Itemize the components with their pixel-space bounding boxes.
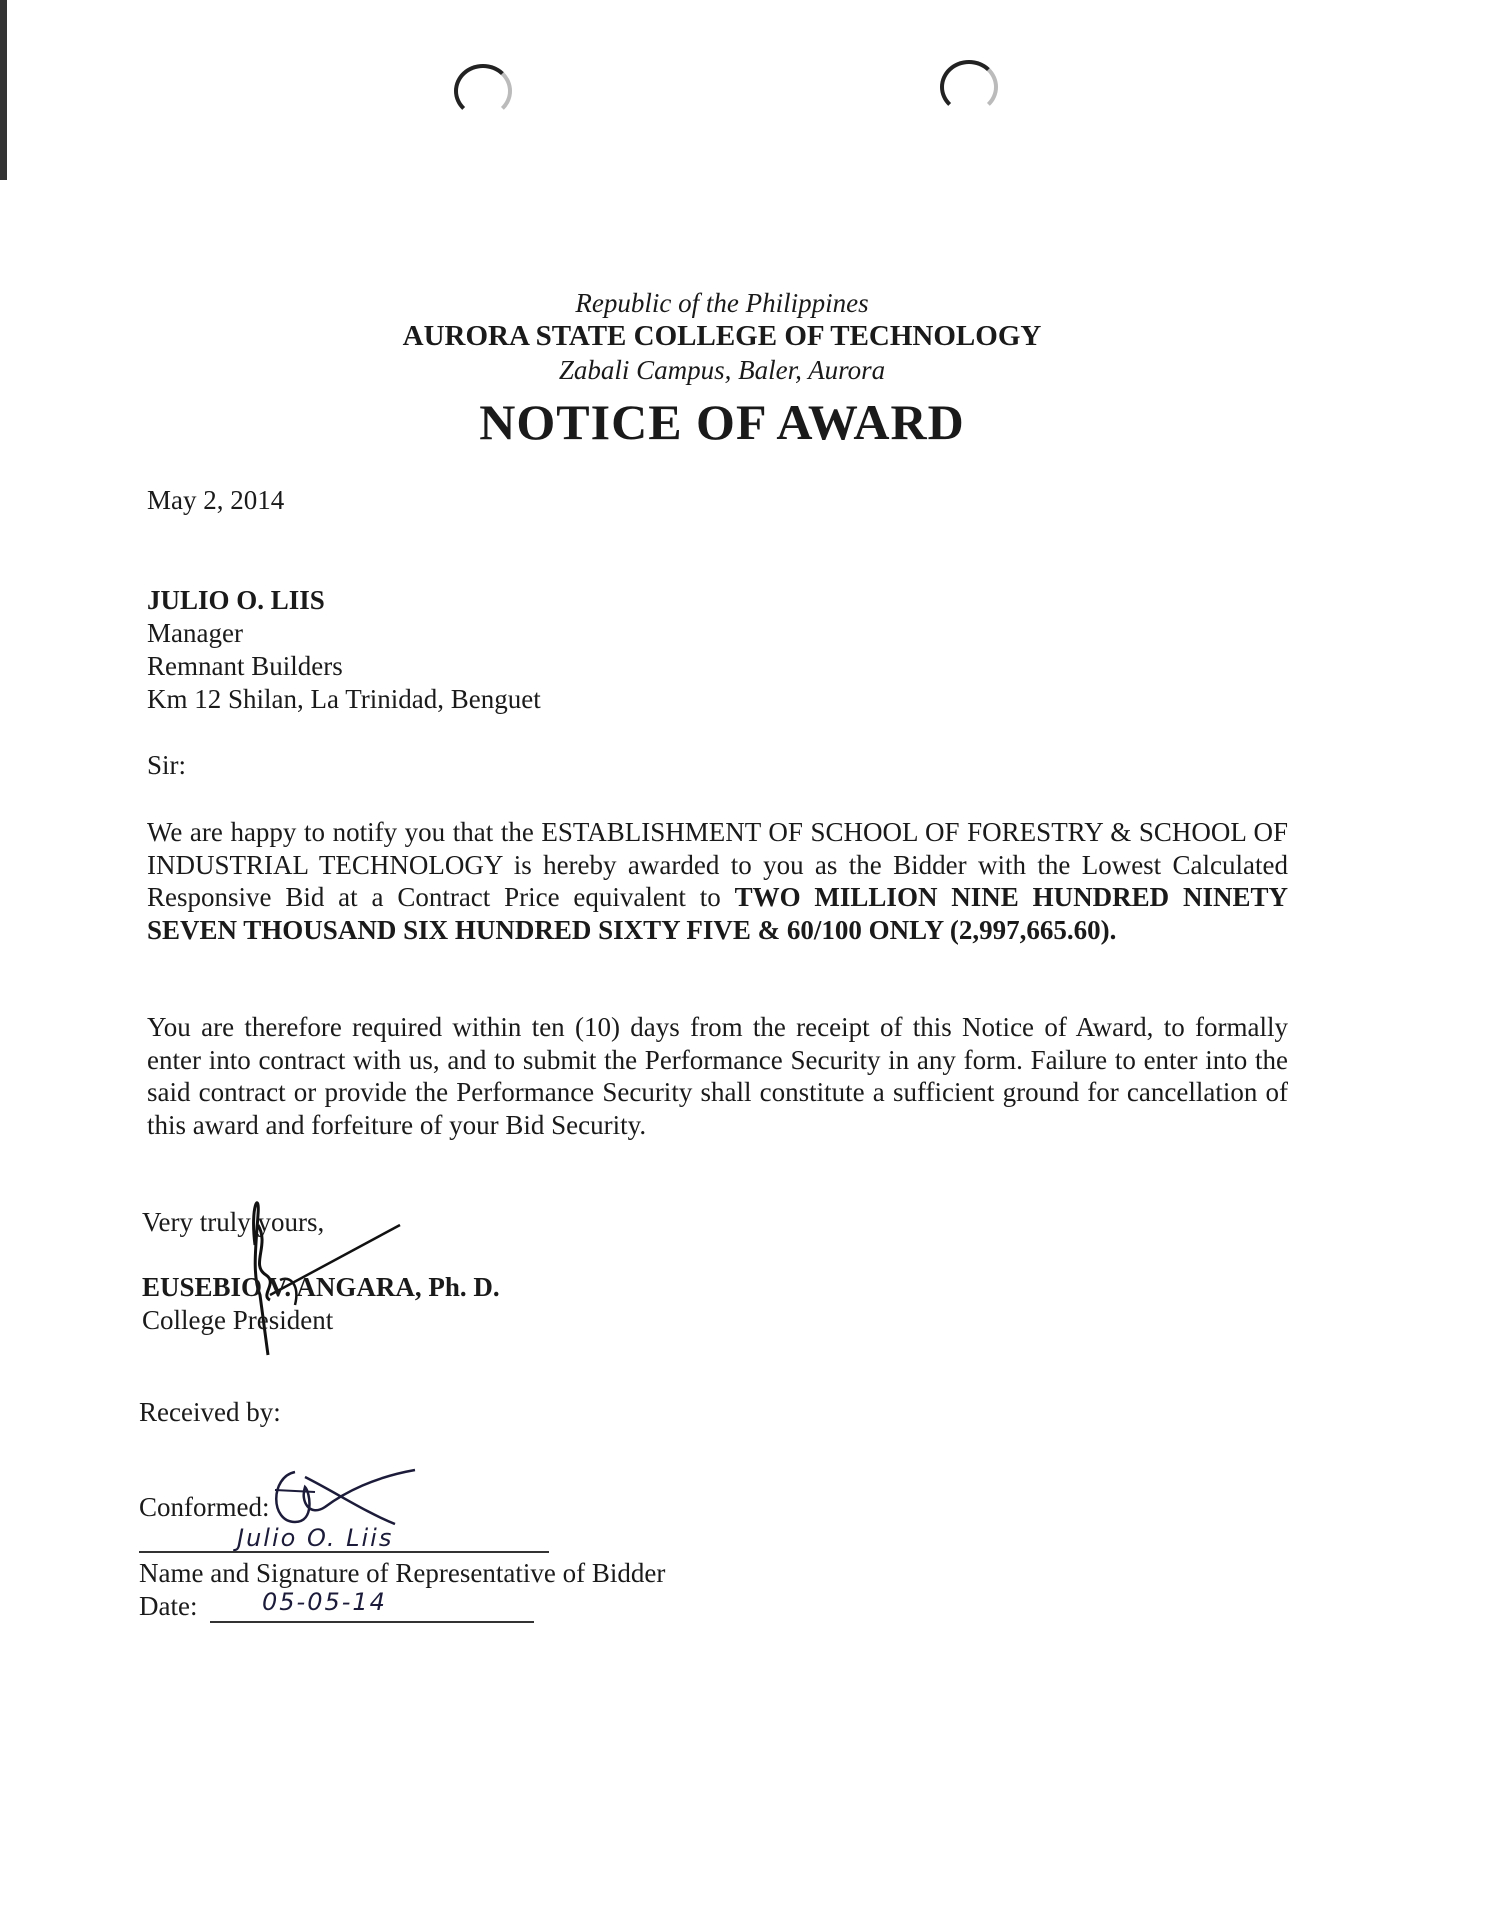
scan-edge-mark bbox=[0, 0, 7, 180]
college-name: AURORA STATE COLLEGE OF TECHNOLOGY bbox=[402, 320, 1042, 352]
award-paragraph bbox=[147, 816, 1288, 946]
valediction: Very truly yours, bbox=[142, 1207, 325, 1237]
signatory-title: College President bbox=[142, 1305, 334, 1335]
punch-hole-right bbox=[940, 60, 998, 114]
campus-line: Zabali Campus, Baler, Aurora bbox=[558, 355, 886, 385]
letter-date: May 2, 2014 bbox=[147, 485, 285, 515]
signatory-name: EUSEBIO V. ANGARA, Ph. D. bbox=[142, 1272, 500, 1302]
addressee-block bbox=[147, 584, 541, 716]
addressee-position: Manager bbox=[147, 618, 243, 648]
handwritten-bidder-name: Julio O. Liis bbox=[237, 1524, 394, 1552]
addressee-name: JULIO O. LIIS bbox=[147, 585, 325, 615]
date-line bbox=[210, 1621, 534, 1623]
republic-line: Republic of the Philippines bbox=[575, 288, 869, 318]
representative-label: Name and Signature of Representative of Bidder bbox=[139, 1558, 666, 1588]
contract-amount: TWO MILLION NINE HUNDRED NINETY SEVEN THOUSAND SIX HUNDRED SIXTY FIVE & 60/100 ONLY (2,997,665.60). bbox=[147, 882, 1288, 945]
handwritten-date: 05-05-14 bbox=[262, 1588, 387, 1616]
award-text: We are happy to notify you that the ESTABLISHMENT OF SCHOOL OF FORESTRY & SCHOOL OF INDUSTRIAL TECHNOLOGY is hereby awarded to you as the Bidder with the Lowest Calculated Responsive Bid at a Contract Price equivalent to bbox=[147, 817, 1288, 912]
conformed-label: Conformed: bbox=[139, 1492, 270, 1522]
addressee-company: Remnant Builders bbox=[147, 651, 343, 681]
document-title: NOTICE OF AWARD bbox=[479, 394, 965, 450]
date-label: Date: bbox=[139, 1591, 198, 1621]
requirements-paragraph: You are therefore required within ten (10) days from the receipt of this Notice of Award, to formally enter into contract with us, and to submit the Performance Security in any form. Failure to enter into the said contract or provide the Performance Security shall constitute a sufficient ground for cancellation of this award and forfeiture of your Bid Security. bbox=[147, 1012, 1288, 1140]
received-by-label: Received by: bbox=[139, 1397, 281, 1427]
punch-hole-left bbox=[454, 64, 512, 118]
addressee-address: Km 12 Shilan, La Trinidad, Benguet bbox=[147, 684, 541, 714]
salutation: Sir: bbox=[147, 750, 187, 780]
signature-line bbox=[139, 1551, 549, 1553]
